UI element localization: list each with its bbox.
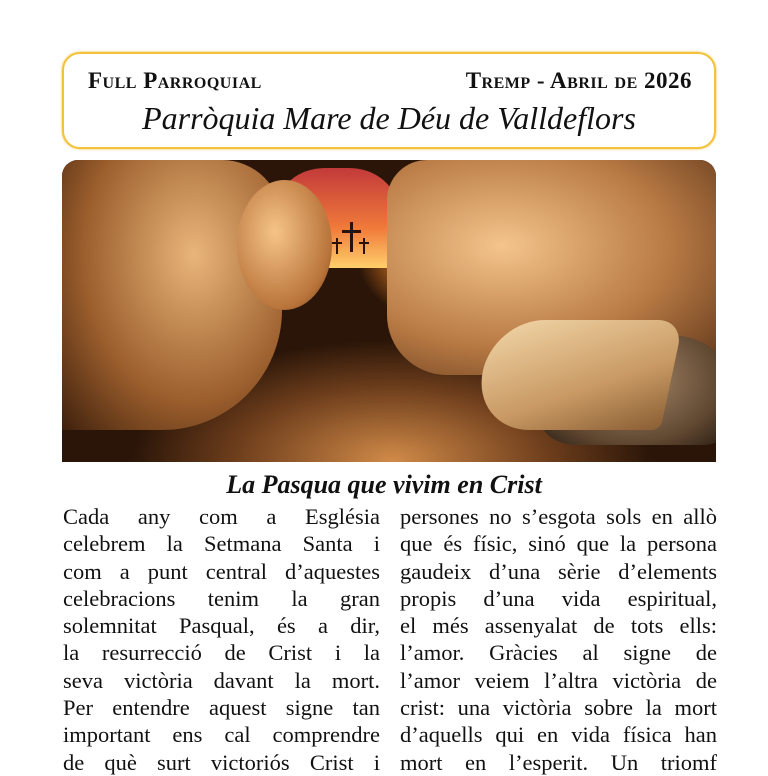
text-line: gaudeix d’una sèrie d’elements	[400, 558, 717, 584]
parish-name: Parròquia Mare de Déu de Valldeflors	[142, 100, 636, 136]
article-title: La Pasqua que vivim en Crist	[226, 470, 542, 499]
text-line: propis d’una vida espiritual,	[400, 585, 717, 611]
cross-icon	[350, 222, 353, 252]
masthead	[62, 52, 716, 149]
masthead-place-date: Tremp - Abril de 2026	[465, 68, 692, 93]
cross-icon	[336, 238, 338, 254]
burial-cloth	[470, 320, 683, 430]
article-column-right	[400, 503, 717, 776]
text-line: persones no s’esgota sols en allò	[400, 504, 717, 529]
cross-icon	[332, 242, 342, 244]
masthead-label: Full Parroquial	[88, 68, 262, 93]
text-line: solemnitat Pasqual, és a dir,	[63, 613, 380, 639]
cross-icon	[363, 238, 365, 254]
rolled-stone	[237, 180, 332, 310]
text-line: la resurrecció de Crist i la	[63, 640, 380, 666]
text-line: de què surt victoriós Crist i	[63, 749, 380, 775]
text-line: d’aquells qui en vida física han	[400, 722, 717, 748]
cross-icon	[342, 230, 361, 233]
text-line: crist: una victòria sobre la mort	[400, 695, 717, 721]
text-line: mort en l’esperit. Un triomf	[400, 749, 717, 775]
empty-tomb-image	[62, 160, 716, 462]
text-line: que és físic, sinó que la persona	[400, 531, 717, 557]
article-column-left	[63, 503, 380, 776]
text-line: Cada any com a Església	[63, 504, 380, 529]
text-line: l’amor. Gràcies al signe de	[400, 640, 717, 666]
text-line: important ens cal comprendre	[63, 722, 380, 748]
text-line: com a punt central d’aquestes	[63, 558, 380, 584]
cross-icon	[359, 242, 369, 244]
text-line: celebracions tenim la gran	[63, 585, 380, 611]
text-line: el més assenyalat de tots ells:	[400, 613, 717, 639]
text-line: Per entendre aquest signe tan	[63, 695, 380, 721]
text-line: l’amor veiem l’altra victòria de	[400, 667, 717, 693]
text-line: seva victòria davant la mort.	[63, 667, 380, 693]
text-line: celebrem la Setmana Santa i	[63, 531, 380, 557]
